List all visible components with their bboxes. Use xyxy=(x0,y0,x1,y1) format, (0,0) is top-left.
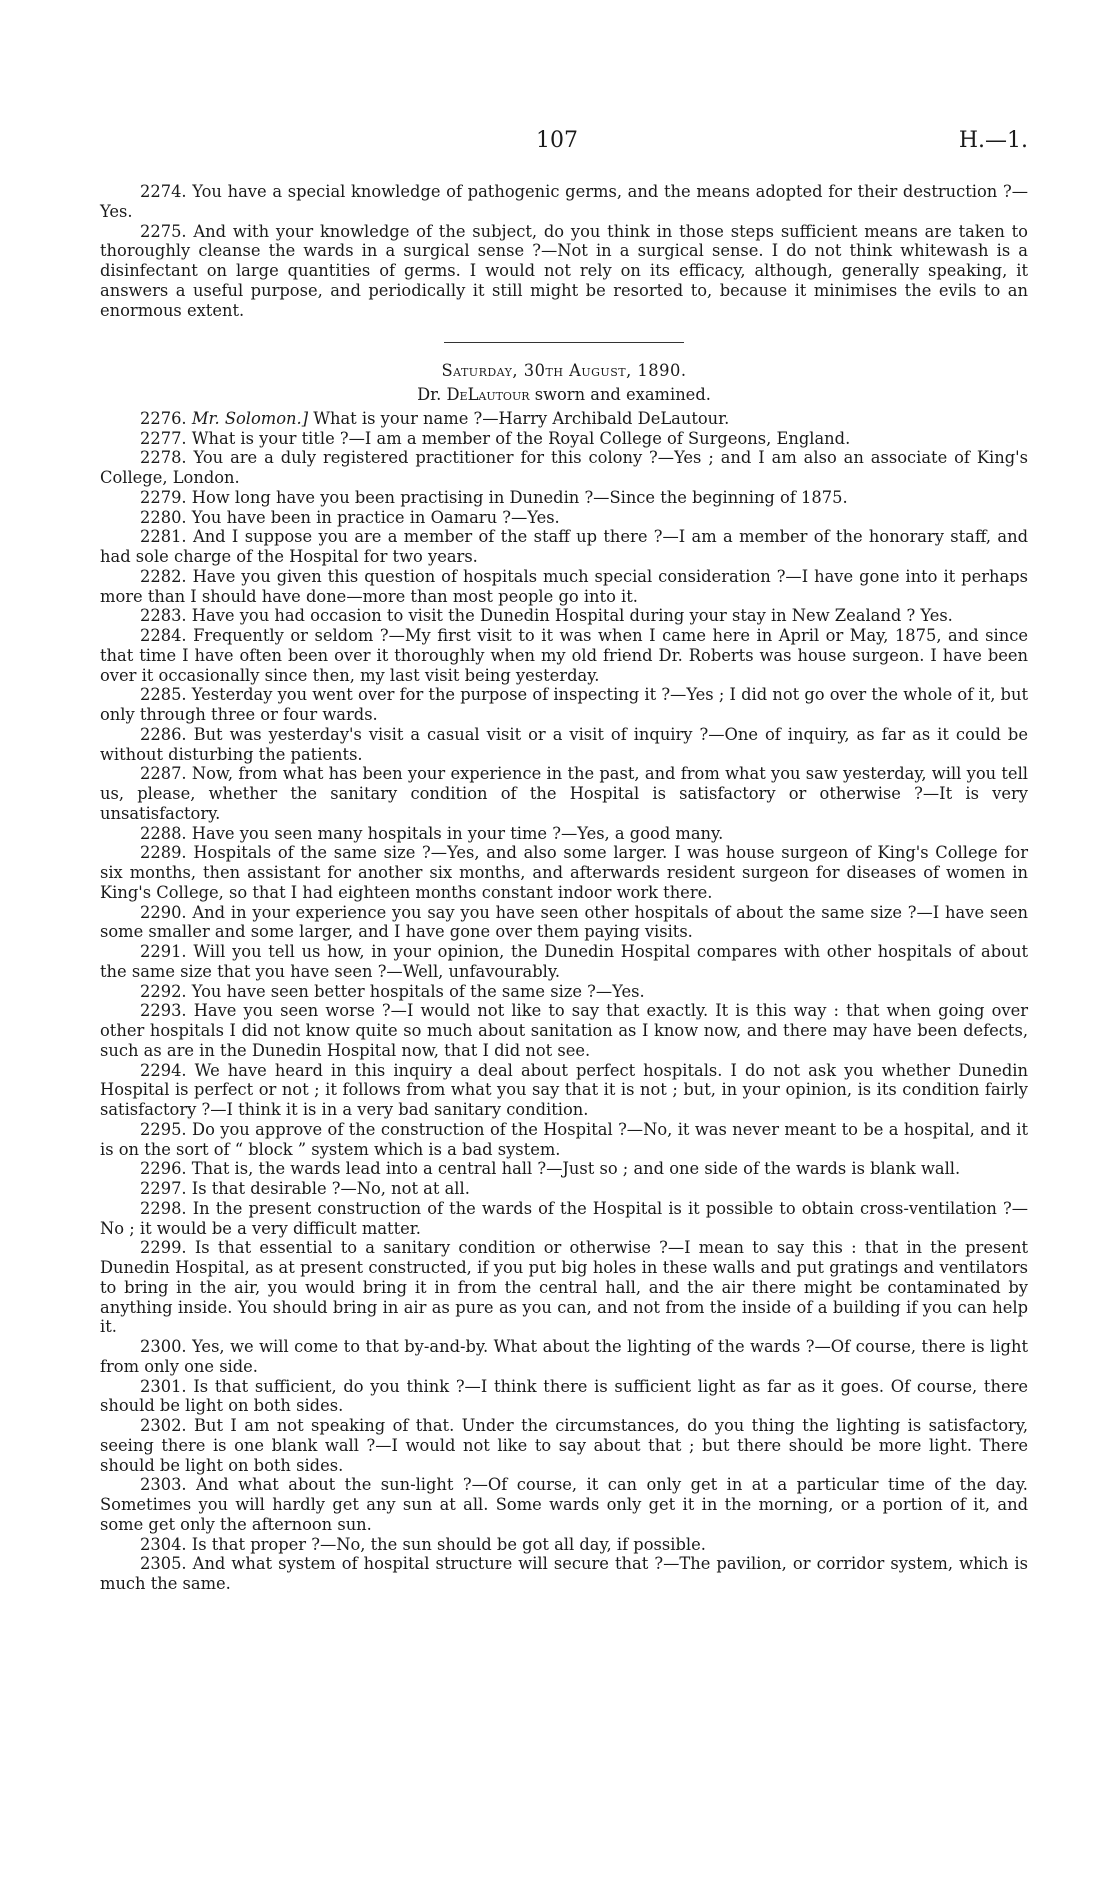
section-divider xyxy=(444,342,684,343)
witness-heading xyxy=(100,385,1028,405)
testimony-paragraph: 2303. And what about the sun-light ?—Of course, it can only get in at a particular time of the day. Sometimes you will hardly get any sun at all. Some wards only get it in the morning, or a portion of it, and some get only the afternoon sun. xyxy=(100,1475,1028,1534)
witness-suffix: sworn and examined. xyxy=(534,385,711,404)
question-number: 2276. xyxy=(140,408,187,428)
testimony-paragraph: 2302. But I am not speaking of that. Under the circumstances, do you thing the lighting is satisfactory, seeing there is one blank wall ?—I would not like to say about that ; but there should be more light. There should be light on both sides. xyxy=(100,1416,1028,1475)
testimony-paragraph: 2291. Will you tell us how, in your opinion, the Dunedin Hospital compares with other hospitals of about the same size that you have seen ?—Well, unfavourably. xyxy=(100,942,1028,981)
page-body xyxy=(100,130,1028,1594)
page-number: 107 xyxy=(536,128,578,153)
testimony-paragraph: 2301. Is that sufficient, do you think ?—I think there is sufficient light as far as it goes. Of course, there should be light on both sides. xyxy=(100,1376,1028,1416)
testimony-paragraph: 2297. Is that desirable ?—No, not at all. xyxy=(140,1179,470,1198)
speaker-name: Mr. Solomon.] xyxy=(191,408,309,428)
testimony-paragraph: 2274. You have a special knowledge of pathogenic germs, and the means adopted for their destruction ?—Yes. xyxy=(100,182,1028,221)
testimony-paragraph: 2285. Yesterday you went over for the purpose of inspecting it ?—Yes ; I did not go over the whole of it, but only through three or four wards. xyxy=(100,685,1028,724)
testimony-paragraph: 2275. And with your knowledge of the subject, do you think in those steps sufficient means are taken to thoroughly cleanse the wards in a surgical sense ?—Not in a surgical sense. I do not think whitewash is a disinfectant on large quantities of germs. I would not rely on its efficacy, although, generally speaking, it answers a useful purpose, and periodically it still might be resorted to, because it minimises the evils to an enormous extent. xyxy=(100,221,1028,320)
testimony-paragraph: 2293. Have you seen worse ?—I would not like to say that exactly. It is this way : that when going over other hospitals I did not know quite so much about sanitation as I know now, and there may have been defects, such as are in the Dunedin Hospital now, that I did not see. xyxy=(100,1001,1028,1060)
testimony-paragraph: 2287. Now, from what has been your experience in the past, and from what you saw yesterday, will you tell us, please, whether the sanitary condition of the Hospital is satisfactory or otherwise ?—It is very unsatisfactory. xyxy=(100,764,1028,823)
date-heading: Saturday, 30th August, 1890. xyxy=(441,361,687,381)
testimony-paragraph: 2289. Hospitals of the same size ?—Yes, and also some larger. I was house surgeon of King's College for six months, then assistant for another six months, and afterwards resident surgeon for diseases of women in King's College, so that I had eighteen months constant indoor work there. xyxy=(100,843,1028,902)
testimony-section xyxy=(100,429,1028,1594)
witness-prefix: Dr. xyxy=(417,385,442,404)
intro-section xyxy=(100,182,1028,320)
testimony-paragraph: 2277. What is your title ?—I am a member of the Royal College of Surgeons, England. xyxy=(140,428,851,448)
testimony-paragraph: 2280. You have been in practice in Oamaru ?—Yes. xyxy=(140,507,560,527)
testimony-paragraph: 2286. But was yesterday's visit a casual visit or a visit of inquiry ?—One of inquiry, as far as it could be without disturbing the patients. xyxy=(100,724,1028,764)
testimony-paragraph: 2292. You have seen better hospitals of the same size ?—Yes. xyxy=(140,981,645,1001)
document-reference: H.—1. xyxy=(958,128,1028,153)
question-text: What is your name ?—Harry Archibald DeLautour. xyxy=(313,408,730,428)
testimony-paragraph: 2294. We have heard in this inquiry a deal about perfect hospitals. I do not ask you whether Dunedin Hospital is perfect or not ; it follows from what you say that it is not ; but, in your opinion, is its condition fairly satisfactory ?—I think it is in a very bad sanitary condition. xyxy=(100,1060,1028,1119)
testimony-paragraph: 2299. Is that essential to a sanitary condition or otherwise ?—I mean to say this : that in the present Dunedin Hospital, as at present constructed, if you put big holes in these walls and put gratings and ventilators to bring in the air, you would bring it in from the central hall, and the air there might be contaminated by anything inside. You should bring in air as pure as you can, and not from the inside of a building if you can help it. xyxy=(100,1238,1028,1337)
testimony-paragraph: 2282. Have you given this question of hospitals much special consideration ?—I have gone into it perhaps more than I should have done—more than most people go into it. xyxy=(100,566,1028,606)
testimony-paragraph: 2305. And what system of hospital structure will secure that ?—The pavilion, or corridor system, which is much the same. xyxy=(100,1554,1028,1593)
testimony-paragraph: 2279. How long have you been practising in Dunedin ?—Since the beginning of 1875. xyxy=(140,487,848,507)
testimony-paragraph xyxy=(100,409,1028,429)
testimony-paragraph: 2281. And I suppose you are a member of the staff up there ?—I am a member of the honorary staff, and had sole charge of the Hospital for two years. xyxy=(100,527,1028,566)
testimony-paragraph: 2296. That is, the wards lead into a central hall ?—Just so ; and one side of the wards is blank wall. xyxy=(140,1159,961,1179)
testimony-paragraph: 2304. Is that proper ?—No, the sun should be got all day, if possible. xyxy=(140,1534,706,1554)
witness-name: DeLautour xyxy=(446,385,530,404)
testimony-paragraph: 2278. You are a duly registered practitioner for this colony ?—Yes ; and I am also an associate of King's College, London. xyxy=(100,448,1028,487)
testimony-paragraph: 2283. Have you had occasion to visit the Dunedin Hospital during your stay in New Zealand ? Yes. xyxy=(140,606,953,626)
testimony-paragraph: 2300. Yes, we will come to that by-and-by. What about the lighting of the wards ?—Of course, there is light from only one side. xyxy=(100,1337,1028,1376)
testimony-paragraph: 2298. In the present construction of the wards of the Hospital is it possible to obtain cross-ventilation ?—No ; it would be a very difficult matter. xyxy=(100,1198,1028,1238)
testimony-paragraph: 2284. Frequently or seldom ?—My first visit to it was when I came here in April or May, 1875, and since that time I have often been over it thoroughly when my old friend Dr. Roberts was house surgeon. I have been over it occasionally since then, my last visit being yesterday. xyxy=(100,626,1028,685)
testimony-paragraph: 2288. Have you seen many hospitals in your time ?—Yes, a good many. xyxy=(140,823,724,843)
testimony-paragraph: 2295. Do you approve of the construction of the Hospital ?—No, it was never meant to be a hospital, and it is on the sort of “ block ” system which is a bad system. xyxy=(100,1119,1028,1159)
testimony-paragraph: 2290. And in your experience you say you have seen other hospitals of about the same size ?—I have seen some smaller and some larger, and I have gone over them paying visits. xyxy=(100,902,1028,942)
